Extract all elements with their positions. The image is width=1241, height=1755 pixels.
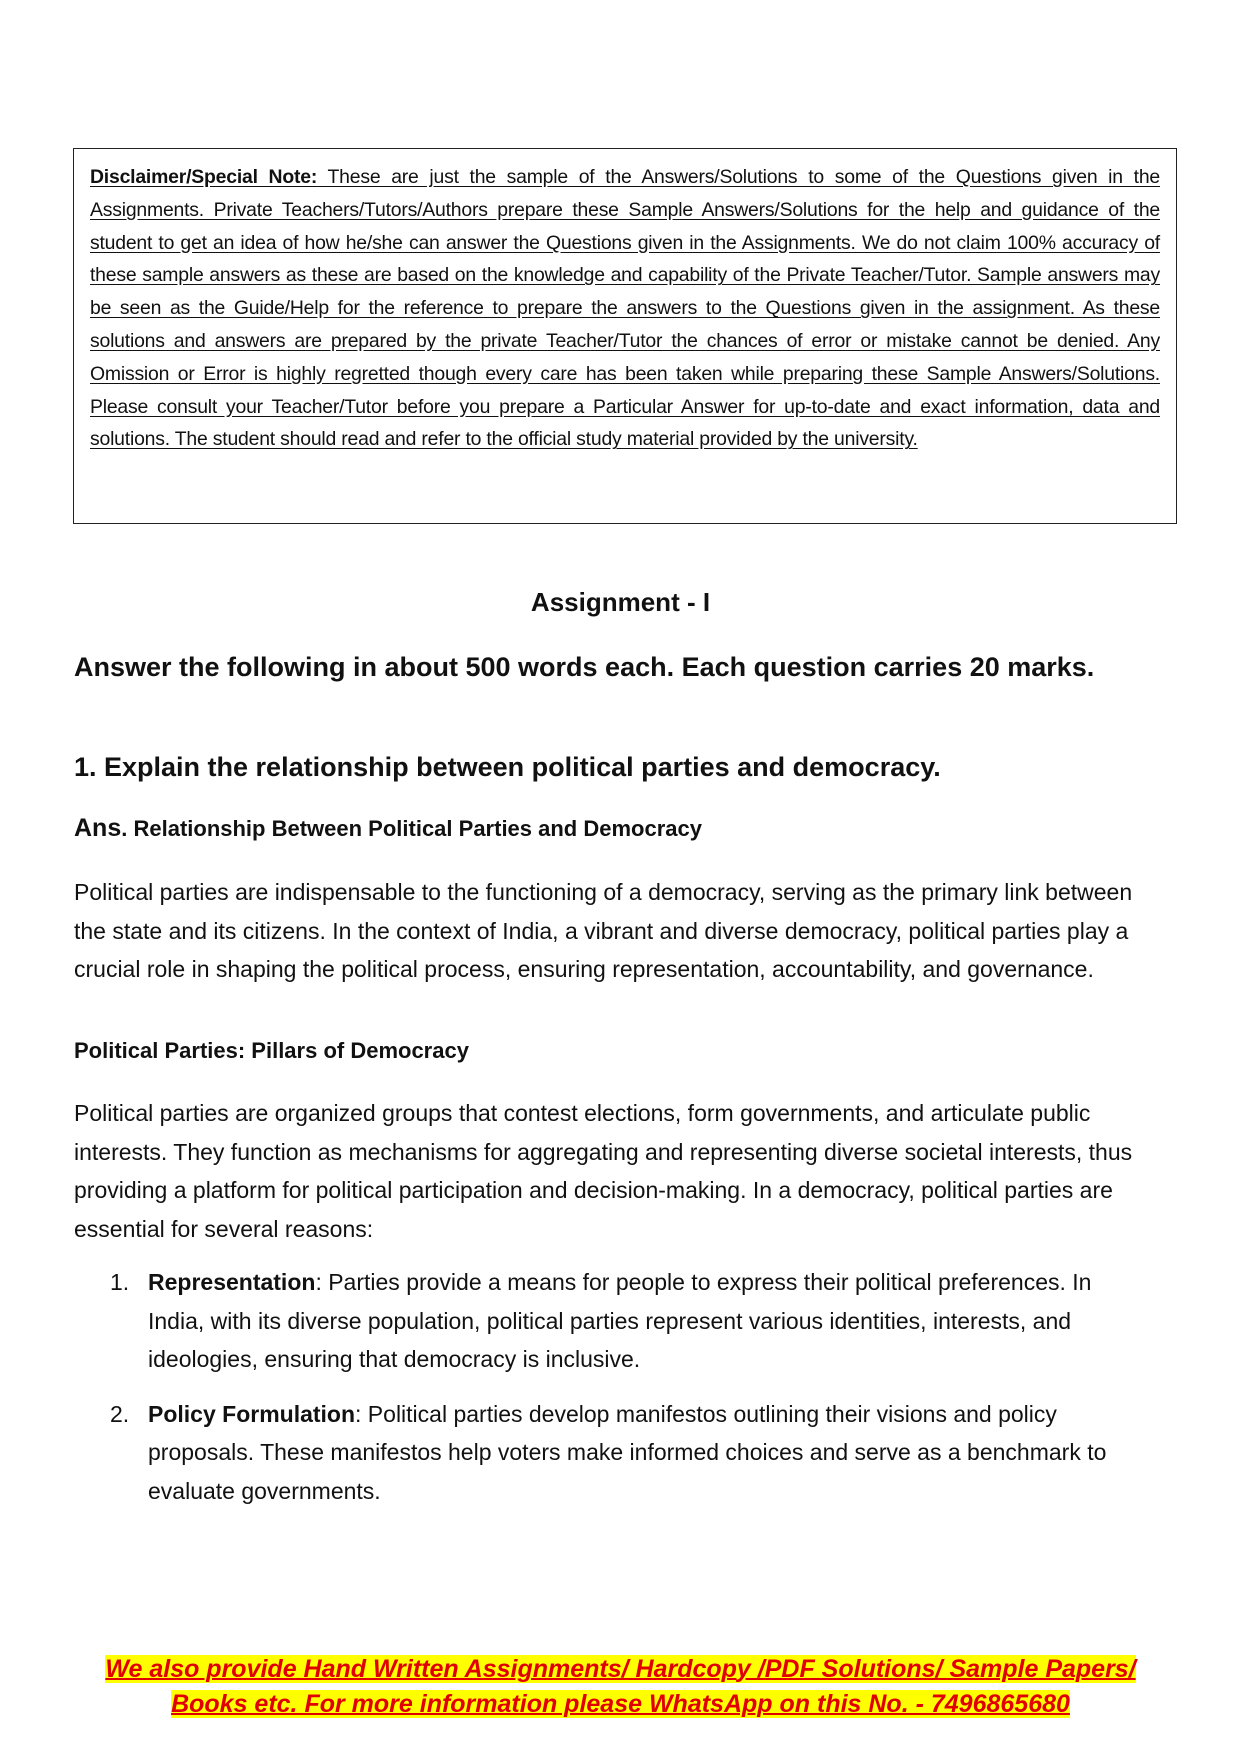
intro-paragraph: Political parties are indispensable to the functioning of a democracy, serving as the primary link between the state and its citizens. In the context of India, a vibrant and diverse democracy, political parties play a crucial role in shaping the political process, ensuring representation, accountability, and governance. [74,879,1133,982]
list-number: 2. [110,1400,130,1427]
point-title: Policy Formulation [148,1400,356,1427]
promo-banner [0,1652,1241,1722]
instructions: Answer the following in about 500 words each. Each question carries 20 marks. [74,652,1095,682]
answer-separator: . [121,816,134,841]
list-number: 1. [110,1269,130,1295]
answer-label: Ans [74,814,122,842]
answer-heading [74,814,702,843]
disclaimer-box [73,148,1177,524]
point-title: Representation [148,1269,316,1295]
point-text: : Parties provide a means for people to express their political preferences. In India, with its diverse population, political parties represent various identities, interests, and ideologies, ensuring that democracy is inclusive. [148,1269,1092,1372]
promo-line-2: Books etc. For more information please WhatsApp on this No. - 7496865680 [171,1690,1070,1718]
question-1: 1. Explain the relationship between political parties and democracy. [74,752,941,782]
list-item [74,1395,1154,1511]
point-text: : Political parties develop manifestos outlining their visions and policy proposals. These manifestos help voters make informed choices and serve as a benchmark to evaluate governments. [148,1400,1107,1504]
points-list [74,1263,1154,1526]
section-subheading: Political Parties: Pillars of Democracy [74,1038,469,1063]
list-item [74,1263,1154,1379]
disclaimer-text [90,161,1160,456]
disclaimer-body: These are just the sample of the Answers/Solutions to some of the Questions given in the Assignments. Private Teachers/Tutors/Authors prepare these Sample Answers/Solutions for the help and guidance of the student to get an idea of how he/she can answer the Questions given in the Assignments. We do not claim 100% accuracy of these sample answers as these are based on the knowledge and capability of the Private Teacher/Tutor. Sample answers may be seen as the Guide/Help for the reference to prepare the answers to the Questions given in the assignment. As these solutions and answers are prepared by the private Teacher/Tutor the chances of error or mistake cannot be denied. Any Omission or Error is highly regretted though every care has been taken while preparing these Sample Answers/Solutions. Please consult your Teacher/Tutor before you prepare a Particular Answer for up-to-date and exact information, data and solutions. The student should read and refer to the official study material provided by the university. [90,166,1160,451]
promo-line-1: We also provide Hand Written Assignments/ Hardcopy /PDF Solutions/ Sample Papers/ [105,1655,1136,1683]
body-paragraph: Political parties are organized groups that contest elections, form governments, and articulate public interests. They function as mechanisms for aggregating and representing diverse societal interests, thus providing a platform for political participation and decision-making. In a democracy, political parties are essential for several reasons: [74,1100,1133,1242]
assignment-title: Assignment - I [530,587,711,617]
answer-title: Relationship Between Political Parties and Democracy [133,816,702,841]
disclaimer-label: Disclaimer/Special Note: [90,166,318,188]
